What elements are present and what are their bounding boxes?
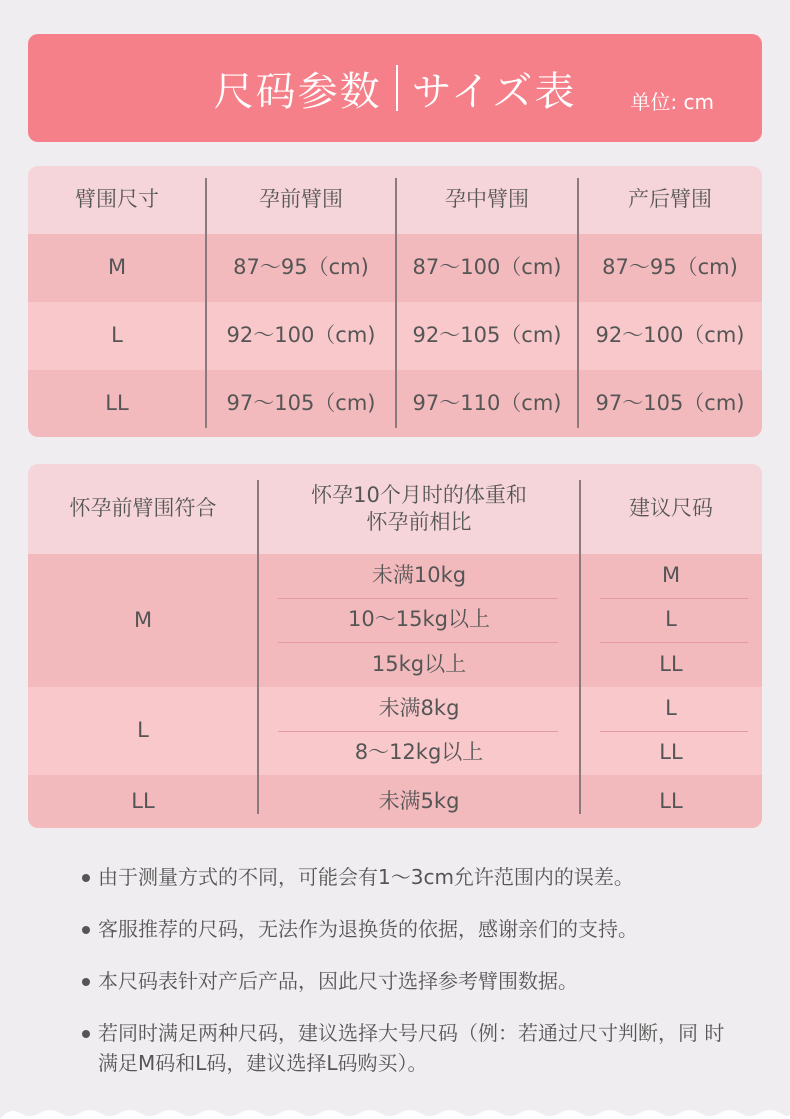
table-group-ll bbox=[28, 775, 762, 828]
note-item bbox=[82, 862, 742, 892]
note-item bbox=[82, 966, 742, 996]
size-cell: M bbox=[107, 255, 127, 280]
title-japanese: サイズ表 bbox=[411, 68, 577, 115]
header-cell: 建议尺码 bbox=[629, 496, 713, 521]
recommend-cell: L bbox=[665, 696, 677, 721]
value-cell: 92～100（cm) bbox=[226, 323, 376, 348]
size-cell: M bbox=[133, 607, 153, 632]
row-divider bbox=[278, 598, 558, 599]
value-cell: 97～105（cm) bbox=[595, 390, 745, 415]
recommend-cell: M bbox=[661, 563, 681, 588]
row-divider bbox=[278, 642, 558, 643]
value-cell: 97～105（cm) bbox=[226, 390, 376, 415]
size-cell: LL bbox=[105, 390, 129, 415]
value-cell: 87～95（cm) bbox=[602, 255, 738, 280]
bullet-icon bbox=[82, 978, 90, 986]
weight-cell: 8～12kg以上 bbox=[354, 740, 484, 765]
size-recommendation-table bbox=[28, 464, 762, 828]
column-divider bbox=[579, 480, 581, 814]
bullet-icon bbox=[82, 926, 90, 934]
notes-list bbox=[82, 862, 742, 1100]
table-group-l bbox=[28, 687, 762, 775]
recommend-cell: L bbox=[665, 607, 677, 632]
size-cell: L bbox=[111, 323, 123, 348]
weight-cell: 未满10kg bbox=[371, 563, 467, 588]
row-divider bbox=[600, 642, 748, 643]
weight-cell: 未满5kg bbox=[378, 788, 460, 813]
header-cell: 产后臂围 bbox=[628, 187, 712, 212]
size-cell: L bbox=[137, 718, 149, 743]
recommend-cell: LL bbox=[659, 788, 683, 813]
row-divider bbox=[600, 731, 748, 732]
column-divider bbox=[577, 178, 579, 428]
column-divider bbox=[395, 178, 397, 428]
note-text: 由于测量方式的不同，可能会有1～3cm允许范围内的误差。 bbox=[98, 865, 634, 889]
column-divider bbox=[257, 480, 259, 814]
header-cell: 臂围尺寸 bbox=[75, 187, 159, 212]
unit-label: 单位: cm bbox=[630, 90, 714, 114]
weight-cell: 15kg以上 bbox=[371, 651, 467, 676]
note-text: 若同时满足两种尺码，建议选择大号尺码（例：若通过尺寸判断，同 时满足M码和L码，建议选择L码购买）。 bbox=[98, 1021, 725, 1075]
value-cell: 87～100（cm) bbox=[412, 255, 562, 280]
header-cell: 孕中臂围 bbox=[445, 187, 529, 212]
value-cell: 92～105（cm) bbox=[412, 323, 562, 348]
title-chinese: 尺码参数 bbox=[213, 68, 382, 115]
weight-cell: 10～15kg以上 bbox=[348, 607, 490, 632]
bullet-icon bbox=[82, 874, 90, 882]
size-cell: LL bbox=[131, 788, 155, 813]
value-cell: 87～95（cm) bbox=[233, 255, 369, 280]
bottom-wave-decoration bbox=[0, 1107, 790, 1119]
row-divider bbox=[278, 731, 558, 732]
column-divider bbox=[205, 178, 207, 428]
weight-cell: 未满8kg bbox=[378, 696, 460, 721]
note-text: 本尺码表针对产后产品，因此尺寸选择参考臂围数据。 bbox=[98, 969, 578, 993]
table-group-m bbox=[28, 554, 762, 687]
value-cell: 97～110（cm) bbox=[412, 390, 562, 415]
row-divider bbox=[600, 598, 748, 599]
header-cell: 怀孕10个月时的体重和 怀孕前相比 bbox=[311, 482, 527, 534]
value-cell: 92～100（cm) bbox=[595, 323, 745, 348]
recommend-cell: LL bbox=[659, 651, 683, 676]
arm-size-table bbox=[28, 166, 762, 437]
header-cell: 怀孕前臂围符合 bbox=[69, 496, 217, 521]
note-text: 客服推荐的尺码，无法作为退换货的依据，感谢亲们的支持。 bbox=[98, 917, 638, 941]
header-cell: 孕前臂围 bbox=[259, 187, 343, 212]
title-banner bbox=[28, 34, 762, 142]
table-header-row bbox=[28, 464, 762, 554]
bullet-icon bbox=[82, 1030, 90, 1038]
title-divider bbox=[396, 65, 398, 111]
recommend-cell: LL bbox=[659, 740, 683, 765]
note-item bbox=[82, 1018, 742, 1078]
note-item bbox=[82, 914, 742, 944]
